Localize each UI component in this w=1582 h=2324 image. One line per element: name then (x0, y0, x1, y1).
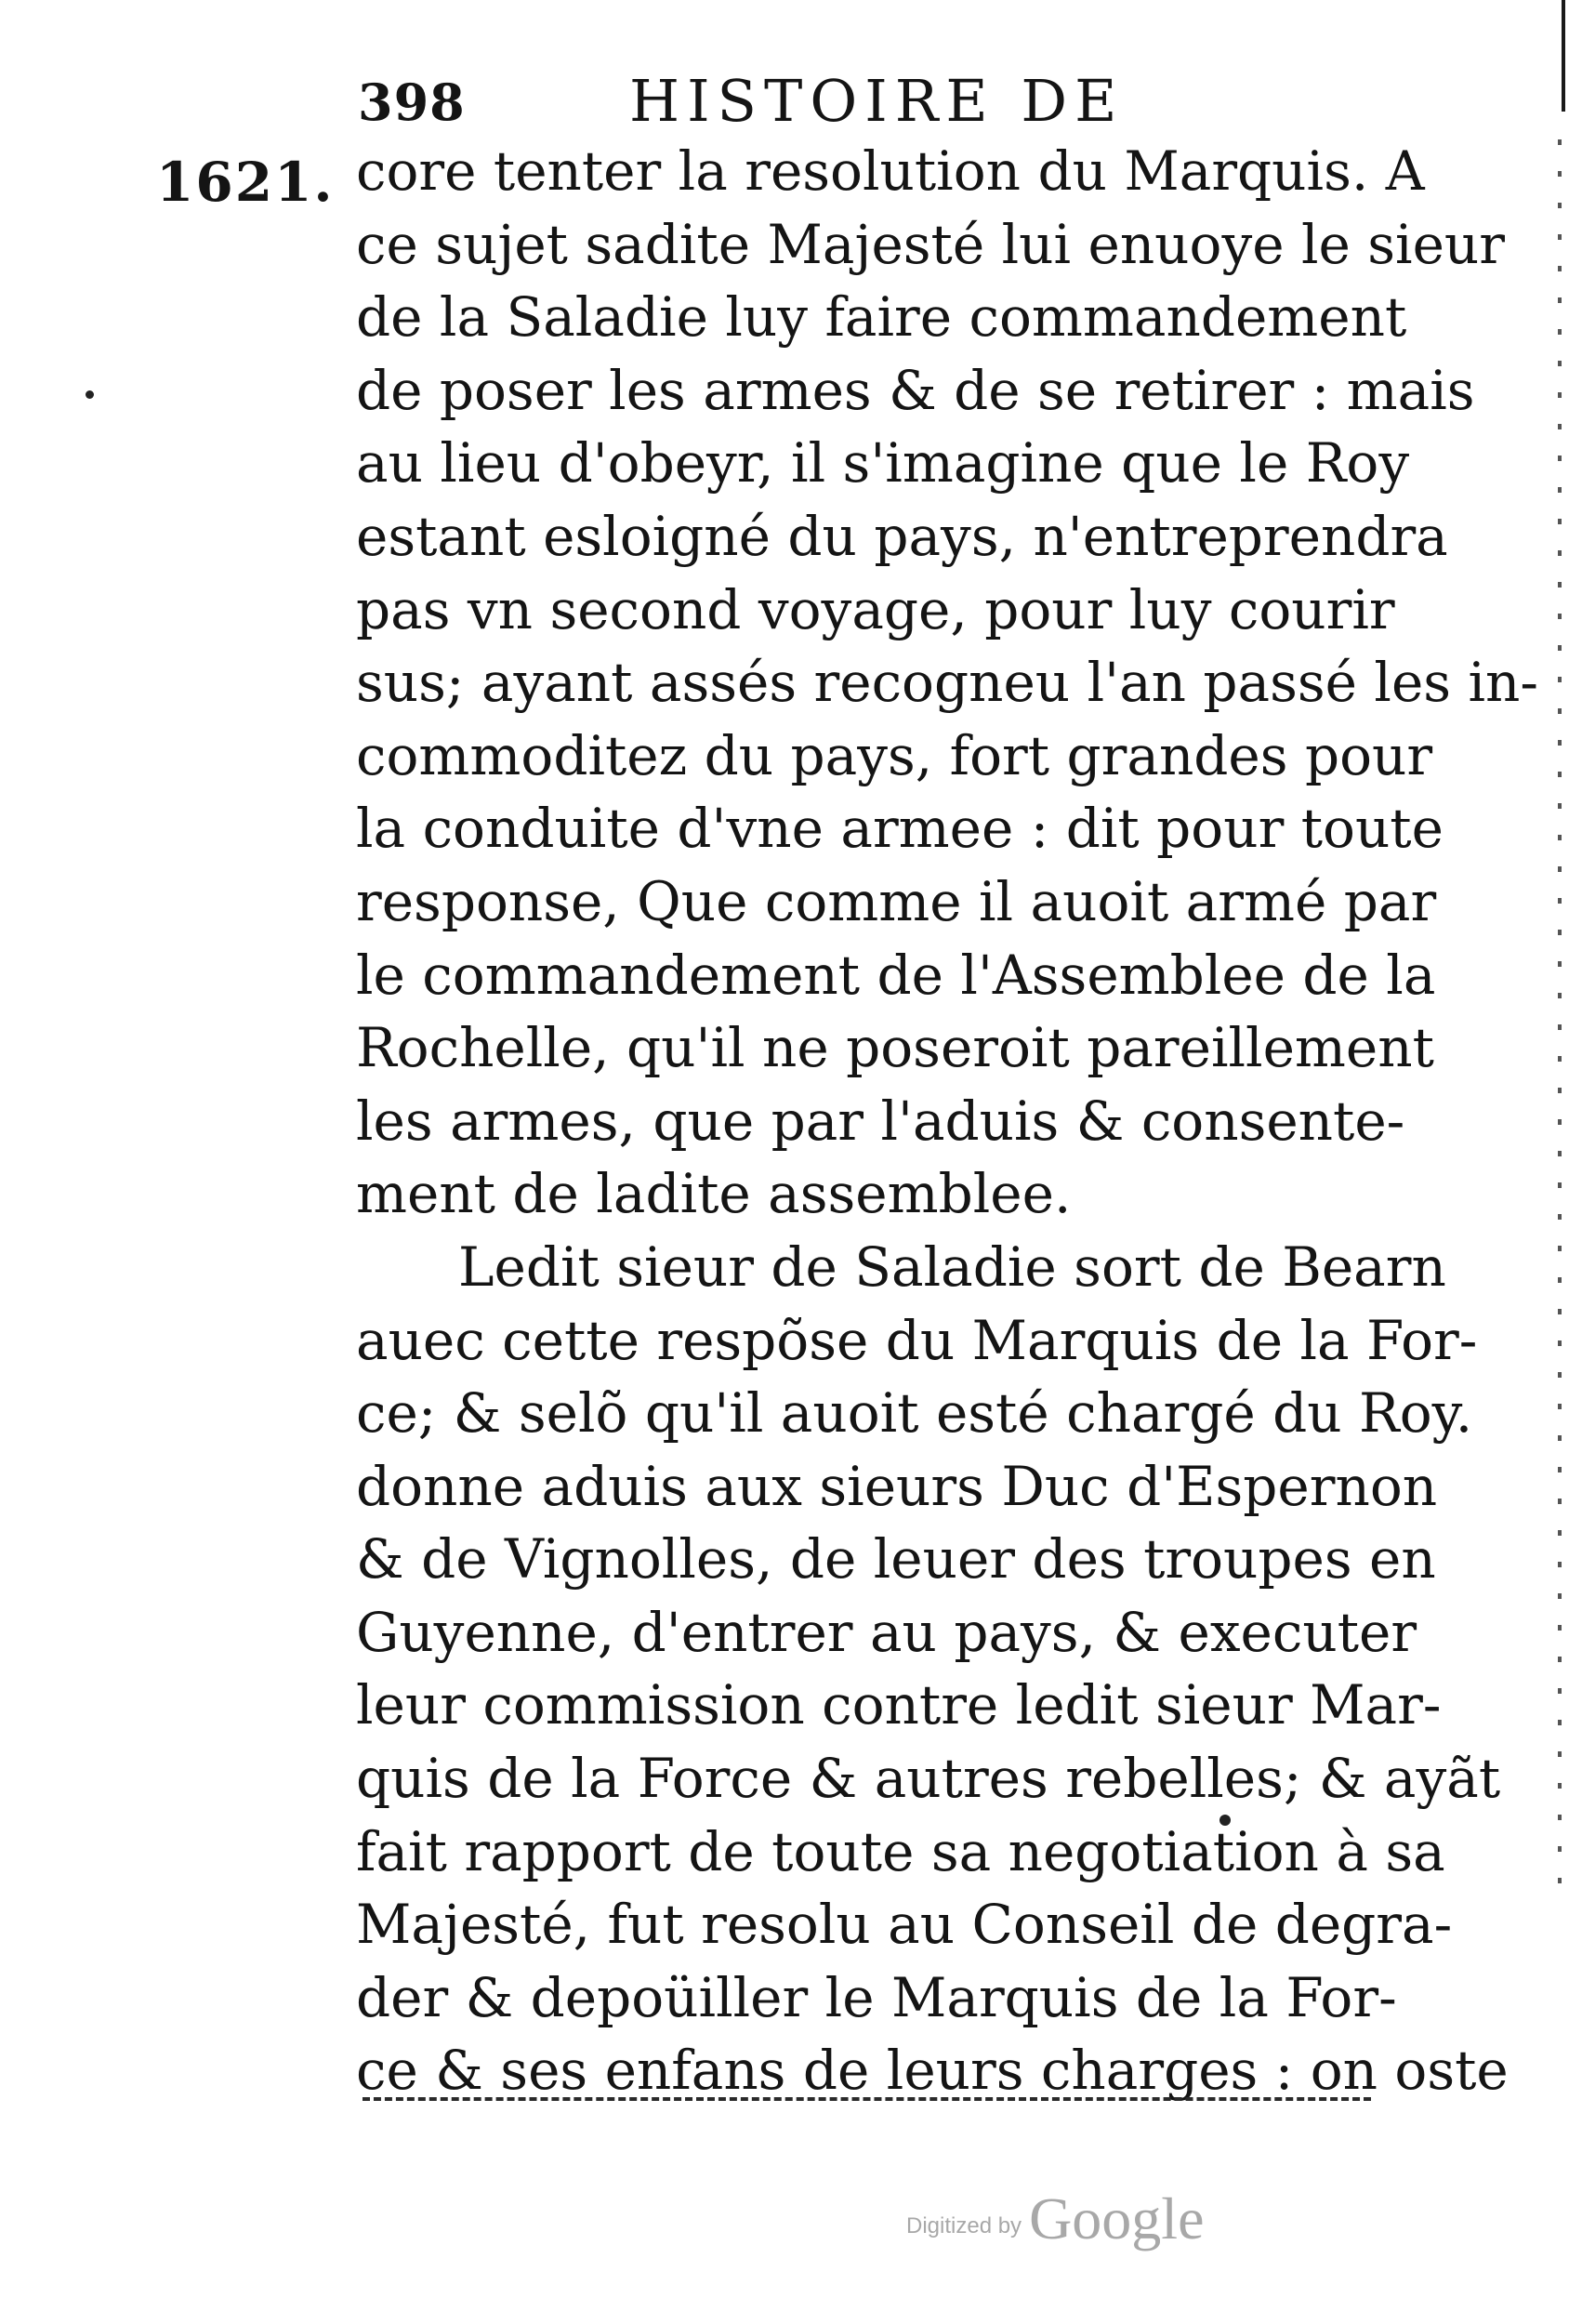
page-header (358, 67, 1380, 141)
margin-year: 1621. (156, 151, 335, 214)
digitized-watermark (906, 2185, 1204, 2253)
bottom-rule (363, 2097, 1371, 2101)
text-line: le commandement de l'Assemblee de la (356, 943, 1436, 1007)
ink-speck (86, 390, 94, 399)
running-head: HISTOIRE DE (629, 67, 1125, 135)
text-line: Rochelle, qu'il ne poseroit pareillement (356, 1016, 1434, 1080)
text-line: der & depoüiller le Marquis de la For- (356, 1965, 1397, 2029)
text-line: leur commission contre ledit sieur Mar- (356, 1673, 1442, 1737)
text-line: ce & ses enfans de leurs charges : on oste (356, 2039, 1509, 2103)
text-line: donne aduis aux sieurs Duc d'Espernon (356, 1454, 1438, 1518)
text-line: ce; & selõ qu'il auoit esté chargé du Roy. (356, 1381, 1473, 1446)
text-line: auec cette respõse du Marquis de la For- (356, 1308, 1478, 1372)
text-line: fait rapport de toute sa negotiation à sa (356, 1819, 1445, 1883)
google-logo: Google (1029, 2185, 1205, 2251)
text-line: ce sujet sadite Majesté lui enuoye le sieur (356, 212, 1506, 276)
text-line: & de Vignolles, de leuer des troupes en (356, 1527, 1436, 1591)
text-line: commoditez du pays, fort grandes pour (356, 723, 1433, 787)
text-line-paragraph-end: ment de ladite assemblee. (356, 1162, 1072, 1226)
text-line: Guyenne, d'entrer au pays, & executer (356, 1600, 1417, 1664)
watermark-prefix: Digitized by (906, 2213, 1022, 2238)
body-text (356, 135, 1539, 2107)
page-number: 398 (358, 73, 466, 132)
page-edge-shadow (1562, 0, 1565, 112)
text-line: de poser les armes & de se retirer : mais (356, 358, 1475, 422)
text-line: quis de la Force & autres rebelles; & ayãt (356, 1747, 1501, 1811)
text-line: Majesté, fut resolu au Conseil de degra- (356, 1893, 1453, 1957)
text-line: pas vn second voyage, pour luy courir (356, 577, 1395, 641)
text-line: au lieu d'obeyr, il s'imagine que le Roy (356, 431, 1410, 495)
text-line: la conduite d'vne armee : dit pour toute (356, 797, 1444, 861)
text-line: response, Que comme il auoit armé par (356, 869, 1437, 933)
text-line-paragraph-start: Ledit sieur de Saladie sort de Bearn (458, 1235, 1446, 1299)
page-edge-specks (1558, 139, 1562, 1906)
text-line: core tenter la resolution du Marquis. A (356, 139, 1425, 203)
text-line: estant esloigné du pays, n'entreprendra (356, 504, 1448, 568)
text-line: de la Saladie luy faire commandement (356, 285, 1407, 350)
text-line: les armes, que par l'aduis & consente- (356, 1089, 1405, 1153)
text-line: sus; ayant assés recogneu l'an passé les in- (356, 651, 1539, 715)
